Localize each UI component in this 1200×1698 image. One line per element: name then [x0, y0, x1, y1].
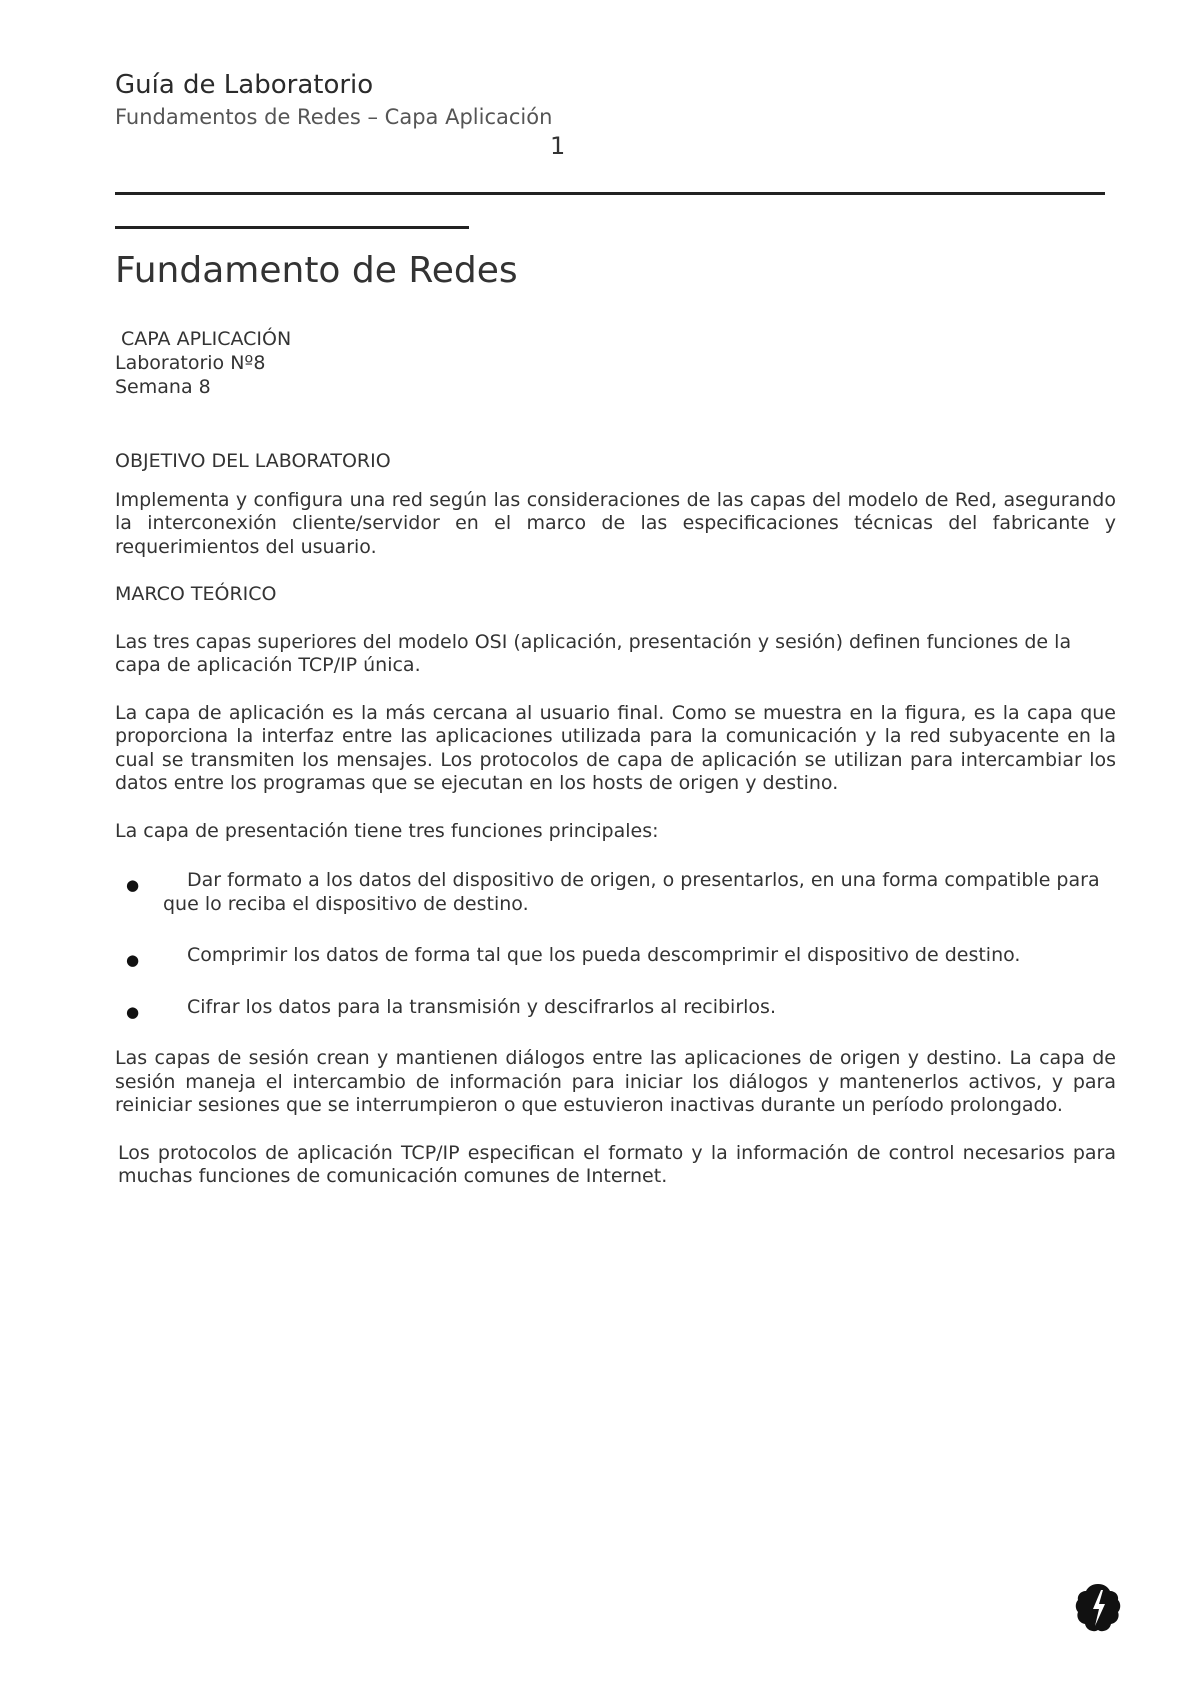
- objective-heading: OBJETIVO DEL LABORATORIO: [115, 450, 391, 472]
- document-meta: [115, 327, 291, 399]
- list-item: [115, 869, 1116, 916]
- theory-paragraph-1: Las tres capas superiores del modelo OSI (aplicación, presentación y sesión) definen funciones de la capa de aplicación TCP/IP única.: [115, 630, 1072, 676]
- meta-week: Semana 8: [115, 376, 211, 398]
- bullet-icon: ●: [126, 1002, 140, 1021]
- header-divider-short: [115, 226, 469, 229]
- list-item-text: Dar formato a los datos del dispositivo de origen, o presentarlos, en una forma compatible para que lo reciba el dispositivo de destino.: [163, 869, 1100, 915]
- presentation-functions-list: [115, 869, 1116, 1019]
- list-item-text: Comprimir los datos de forma tal que los pueda descomprimir el dispositivo de destino.: [187, 944, 1021, 966]
- page-number: 1: [550, 132, 566, 160]
- list-item-text: Cifrar los datos para la transmisión y descifrarlos al recibirlos.: [187, 995, 776, 1018]
- header-divider: [115, 192, 1105, 195]
- bullet-icon: ●: [126, 876, 140, 894]
- objective-paragraph: Implementa y configura una red según las consideraciones de las capas del modelo de Red, asegurando la interconexión cliente/servidor en el marco de las especificaciones técnicas del fabricante y requerimientos del usuario.: [115, 488, 1116, 558]
- document-body: [115, 450, 1116, 1213]
- header-subtitle: Fundamentos de Redes – Capa Aplicación: [115, 105, 553, 129]
- header-title: Guía de Laboratorio: [115, 70, 374, 100]
- theory-heading: MARCO TEÓRICO: [115, 583, 277, 605]
- theory-paragraph-3: La capa de presentación tiene tres funciones principales:: [115, 819, 659, 842]
- theory-paragraph-4: Las capas de sesión crean y mantienen diálogos entre las aplicaciones de origen y destino. La capa de sesión maneja el intercambio de información para iniciar los diálogos y mantenerlos activos, y para reiniciar sesiones que se interrumpieron o que estuvieron inactivas durante un período prolongado.: [115, 1047, 1116, 1116]
- brain-logo-icon: [1074, 1582, 1122, 1634]
- document-title: Fundamento de Redes: [115, 250, 518, 291]
- theory-paragraph-2: La capa de aplicación es la más cercana al usuario final. Como se muestra en la figura, es la capa que proporciona la interfaz entre las aplicaciones utilizada para la comunicación y la red subyacente en la cual se transmiten los mensajes. Los protocolos de capa de aplicación se utilizan para intercambiar los datos entre los programas que se ejecutan en los hosts de origen y destino.: [115, 701, 1116, 794]
- list-item: [115, 944, 1116, 968]
- theory-paragraph-5: Los protocolos de aplicación TCP/IP especifican el formato y la información de control necesarios para muchas funciones de comunicación comunes de Internet.: [118, 1141, 1116, 1187]
- bullet-icon: ●: [126, 951, 140, 969]
- meta-layer: CAPA APLICACIÓN: [115, 328, 292, 350]
- list-item: [115, 996, 1116, 1020]
- meta-lab-number: Laboratorio Nº8: [115, 352, 266, 374]
